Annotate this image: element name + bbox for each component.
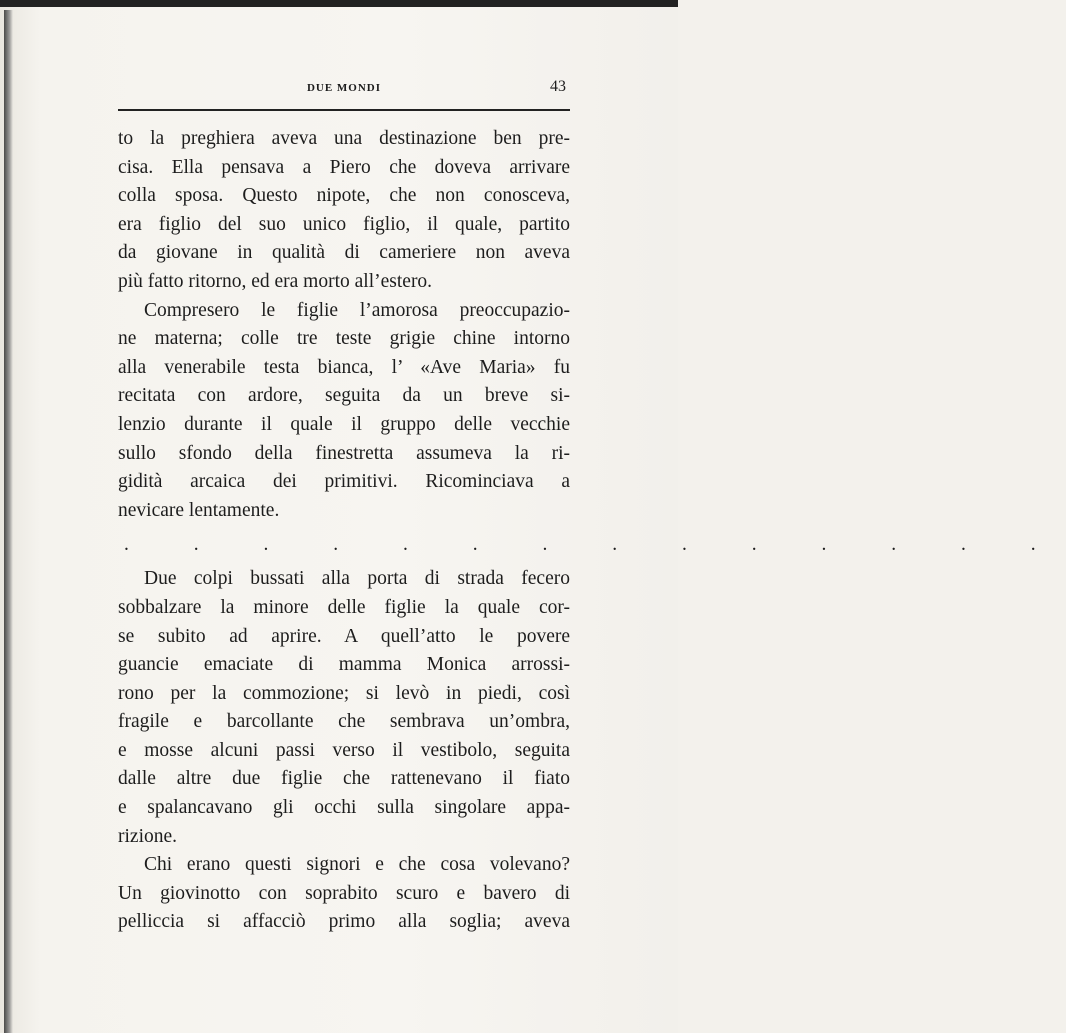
text-line: cisa. Ella pensava a Piero che doveva arrivare — [118, 156, 570, 178]
text-line: guancie emaciate di mamma Monica arrossi- — [118, 654, 570, 676]
text-line: rizione. — [118, 825, 178, 847]
text-line: e mosse alcuni passi verso il vestibolo, seguita — [118, 739, 570, 761]
text-line: pelliccia si affacciò primo alla soglia; aveva — [118, 911, 570, 933]
page-number: 43 — [550, 78, 566, 95]
page-header — [118, 78, 570, 102]
text-line: fragile e barcollante che sembrava un’ombra, — [118, 711, 570, 733]
text-line: dalle altre due figlie che rattenevano il fiato — [118, 768, 570, 790]
body-text — [118, 125, 1066, 937]
text-line: gidità arcaica dei primitivi. Ricominciava a — [118, 471, 570, 493]
text-line: sobbalzare la minore delle figlie la quale cor- — [118, 596, 570, 618]
text-line: to la preghiera aveva una destinazione ben pre- — [118, 128, 570, 149]
text-line: Un giovinotto con soprabito scuro e bavero di — [118, 882, 570, 904]
text-line: più fatto ritorno, ed era morto all’estero. — [118, 270, 433, 292]
text-line: alla venerabile testa bianca, l’ «Ave Maria» fu — [118, 356, 570, 378]
text-line: ne materna; colle tre teste grigie chine intorno — [118, 328, 570, 350]
text-line: da giovane in qualità di cameriere non aveva — [118, 242, 570, 264]
text-line: e spalancavano gli occhi sulla singolare appa- — [118, 797, 570, 819]
text-line: Chi erano questi signori e che cosa volevano? — [144, 854, 570, 876]
text-line: lenzio durante il quale il gruppo delle vecchie — [118, 413, 570, 435]
text-line: nevicare lentamente. — [118, 499, 280, 521]
page-top-edge — [0, 0, 678, 7]
text-line: rono per la commozione; si levò in piedi, così — [118, 682, 570, 704]
text-line: se subito ad aprire. A quell’atto le povere — [118, 625, 570, 647]
text-line: Compresero le figlie l’amorosa preoccupazio- — [144, 299, 570, 321]
header-rule — [118, 109, 570, 111]
running-title: DUE MONDI — [306, 82, 382, 94]
text-line: colla sposa. Questo nipote, che non conosceva, — [118, 185, 570, 207]
text-line: sullo sfondo della finestretta assumeva la ri- — [118, 442, 570, 464]
text-line: era figlio del suo unico figlio, il quale, partito — [118, 213, 570, 235]
page-binding-edge — [4, 10, 13, 1033]
text-line: Due colpi bussati alla porta di strada fecero — [144, 568, 570, 590]
text-line: recitata con ardore, seguita da un breve si- — [118, 385, 570, 407]
section-break-dots: . . . . . . . . . . . . . . — [124, 534, 1066, 556]
